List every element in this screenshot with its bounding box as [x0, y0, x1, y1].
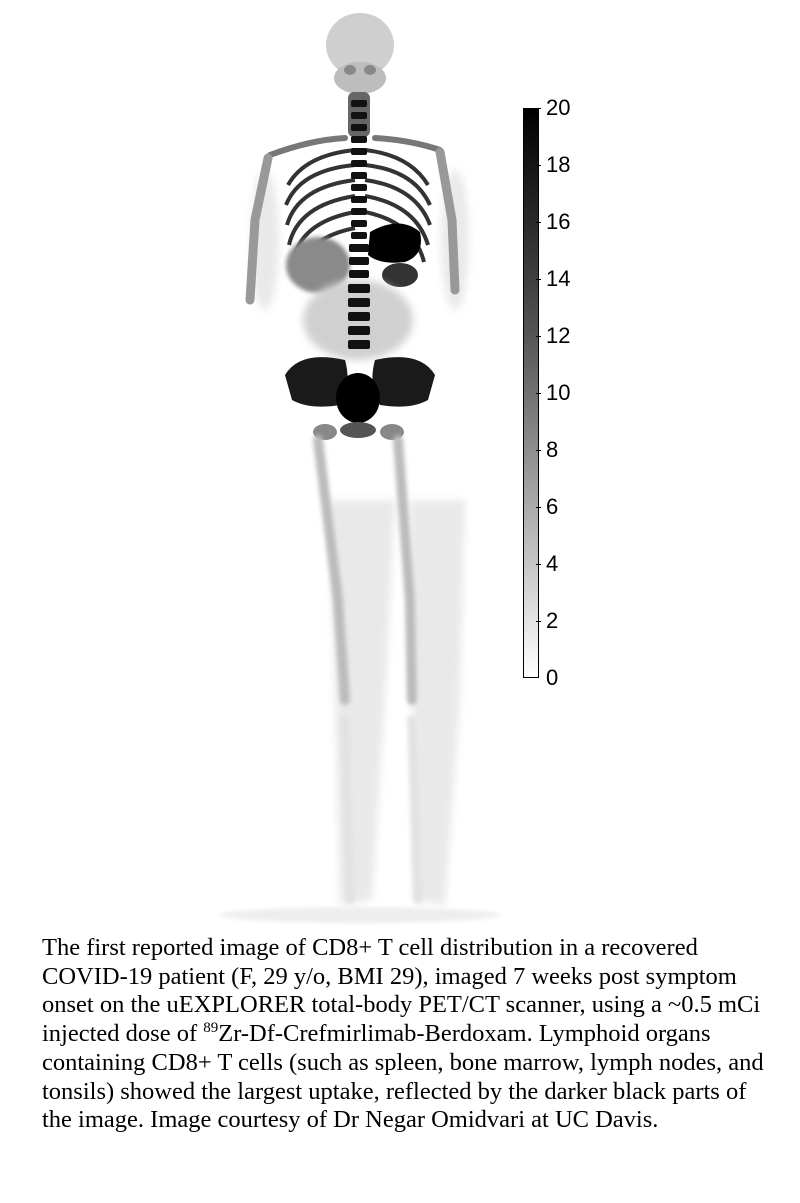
- feet: [220, 907, 500, 923]
- colorbar-tick-label: 2: [546, 608, 559, 633]
- colorbar: [520, 95, 600, 690]
- colorbar-tick: [536, 564, 541, 565]
- colorbar-tick: [536, 108, 541, 109]
- caption-superscript: 89: [203, 1019, 219, 1036]
- colorbar-tick: [536, 393, 541, 394]
- colorbar-tick: [536, 222, 541, 223]
- colorbar-tick: [536, 336, 541, 337]
- colorbar-tick: [536, 279, 541, 280]
- colorbar-tick: [536, 450, 541, 451]
- stomach: [382, 263, 418, 287]
- colorbar-tick-label: 10: [546, 380, 571, 405]
- colorbar-tick-label: 4: [546, 551, 559, 576]
- spleen: [368, 224, 421, 263]
- caption-text-part1: The first reported image of CD8+ T cell distribution in a recovered COVID-19 patient (F, 29 y/o, BMI 29), imaged 7 weeks post symptom onset on the uEXPLORER total-body PET/CT scanner, using a ~0.5 mCi injected dose of: [42, 934, 761, 1048]
- colorbar-tick-label: 12: [546, 323, 571, 348]
- figure-caption: [42, 934, 782, 1135]
- colorbar-tick-label: 6: [546, 494, 559, 519]
- colorbar-tick: [536, 165, 541, 166]
- colorbar-tick-label: 0: [546, 665, 559, 690]
- colorbar-tick-label: 8: [546, 437, 559, 462]
- colorbar-tick: [536, 507, 541, 508]
- colorbar-tick-label: 16: [546, 209, 571, 234]
- pelvis: [285, 357, 435, 440]
- colorbar-tick-label: 18: [546, 152, 571, 177]
- skull: [326, 13, 394, 94]
- caption-text-part2: Zr-Df-Crefmirlimab-Berdoxam. Lymphoid organs containing CD8+ T cells (such as spleen, bone marrow, lymph nodes, and tonsils) showed the largest uptake, reflected by the darker black parts of the image. Image courtesy of Dr Negar Omidvari at UC Davis.: [42, 1020, 764, 1134]
- colorbar-tick: [536, 621, 541, 622]
- colorbar-tick-label: 20: [546, 95, 571, 120]
- colorbar-tick-label: 14: [546, 266, 571, 291]
